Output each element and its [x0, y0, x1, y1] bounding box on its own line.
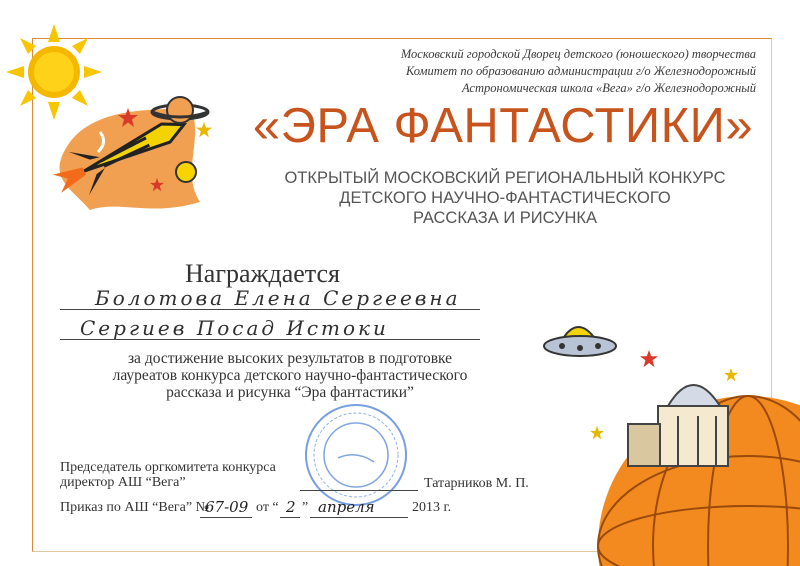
order-year: 2013 г. [412, 500, 452, 515]
organizers-block [401, 46, 756, 97]
reason-line: лауреатов конкурса детского научно-фантастического [112, 367, 468, 384]
order-number: 67-09 [205, 498, 249, 516]
name-underline [60, 309, 480, 310]
signature-title-line: директор АШ “Вега” [60, 475, 186, 490]
signature-line [300, 490, 418, 491]
subtitle-line: РАССКАЗА И РИСУНКА [412, 209, 598, 227]
ufo-icon [540, 318, 620, 368]
star-icon [196, 122, 212, 138]
reason-line: рассказа и рисунка “Эра фантастики” [166, 384, 414, 401]
subtitle-line: ОТКРЫТЫЙ МОСКОВСКИЙ РЕГИОНАЛЬНЫЙ КОНКУРС [284, 169, 726, 187]
reason-line: за достижение высоких результатов в подготовке [127, 350, 453, 367]
order-quote: ” [302, 500, 309, 515]
stamp-icon [298, 400, 418, 510]
certificate-subtitle [245, 168, 765, 228]
signatory-name: Татарников М. П. [424, 476, 529, 491]
recipient-name: Болотова Елена Сергеевна [95, 286, 461, 310]
recipient-place: Сергиев Посад Истоки [80, 316, 389, 340]
certificate-title: «ЭРА ФАНТАСТИКИ» [252, 99, 754, 153]
order-from-label: от “ [256, 500, 279, 515]
order-day: 2 [286, 498, 296, 516]
place-underline [60, 339, 480, 340]
organizer-line: Комитет по образованию администрации г/о Железнодорожный [405, 64, 756, 78]
signature-title-line: Председатель оргкомитета конкурса [60, 460, 276, 475]
awarded-label: Награждается [185, 259, 340, 288]
order-prefix: Приказ по АШ “Вега” № [60, 500, 209, 515]
order-month: апреля [318, 498, 375, 516]
star-icon [640, 350, 658, 368]
order-day-underline [280, 517, 300, 518]
signature-block [60, 460, 276, 490]
organizer-line: Астрономическая школа «Вега» г/о Железнодорожный [461, 81, 756, 95]
observatory-icon [598, 376, 798, 566]
order-month-underline [310, 517, 408, 518]
planet-icon [172, 158, 202, 188]
order-number-underline [200, 517, 252, 518]
subtitle-line: ДЕТСКОГО НАУЧНО-ФАНТАСТИЧЕСКОГО [339, 189, 671, 207]
star-icon [118, 108, 138, 128]
award-reason [60, 350, 520, 401]
star-icon [150, 178, 164, 192]
organizer-line: Московский городской Дворец детского (юношеского) творчества [400, 47, 756, 61]
